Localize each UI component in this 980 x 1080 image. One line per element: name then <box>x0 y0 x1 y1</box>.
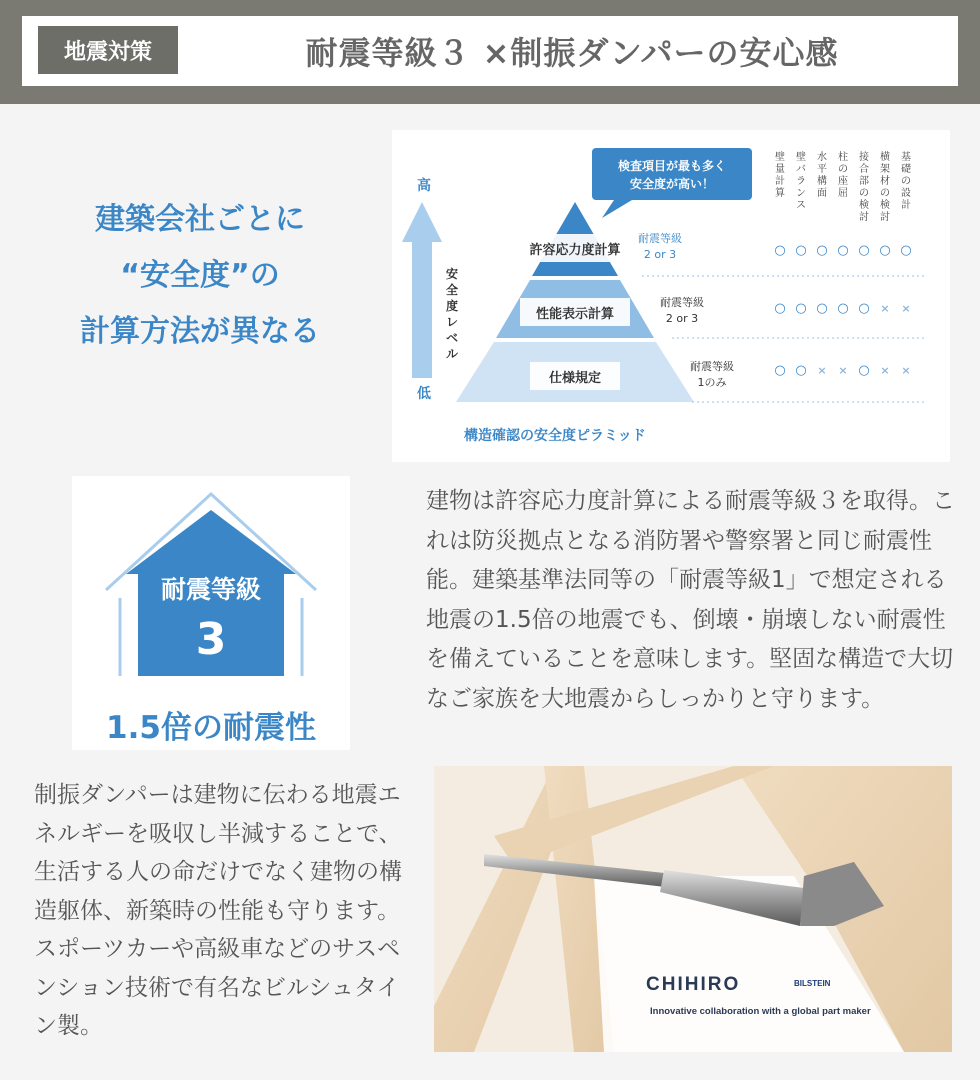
axis-label-char: レ <box>445 315 459 329</box>
column-header-char: 面 <box>817 188 827 199</box>
check-mark: ○ <box>858 243 870 258</box>
house-grade-label: 耐震等級 <box>160 575 261 604</box>
check-mark: ○ <box>795 301 807 316</box>
check-mark: × <box>817 364 827 377</box>
bubble-box <box>592 148 752 200</box>
column-header-char: 検 <box>880 200 890 211</box>
level-grade-value: 1のみ <box>697 376 727 389</box>
column-header-char: 屈 <box>838 188 848 199</box>
check-mark: ○ <box>900 243 912 258</box>
column-header-char: 座 <box>838 176 848 187</box>
column-header-char: 水 <box>817 152 827 163</box>
column-header-char: 架 <box>880 164 890 175</box>
column-header-char: 算 <box>775 188 785 199</box>
seismic-grade-badge <box>72 476 350 750</box>
label-low: 低 <box>417 386 431 402</box>
bilstein-logo: BILSTEIN <box>794 979 831 988</box>
column-header-char: 平 <box>817 164 827 175</box>
bubble-tail <box>602 200 632 218</box>
column-header-char: バ <box>796 164 806 175</box>
column-header-char: 計 <box>775 176 785 187</box>
column-header-char: 討 <box>859 212 869 223</box>
axis-label-char: 度 <box>445 299 459 313</box>
check-mark: ○ <box>795 363 807 378</box>
safety-pyramid-diagram <box>392 130 950 462</box>
paragraph-damper: 制振ダンパーは建物に伝わる地震エネルギーを吸収し半減することで、生活する人の命だけでなく建物の構造躯体、新築時の性能も守ります。スポーツカーや高級車などのサスペンション技術で有名なビルシュタイン製。 <box>34 782 402 1039</box>
lead-heading <box>30 192 370 360</box>
lead-line-2: “安全度”の <box>120 258 280 293</box>
axis-label-char: 全 <box>445 283 459 297</box>
check-mark: ○ <box>774 363 786 378</box>
lead-line-3: 計算方法が異なる <box>80 314 320 349</box>
check-mark: × <box>880 302 890 315</box>
column-header-char: 基 <box>901 152 911 163</box>
pyramid-caption: 構造確認の安全度ピラミッド <box>464 428 646 444</box>
column-header-char: 材 <box>880 176 890 187</box>
column-header-char: 合 <box>859 164 869 175</box>
column-header-char: 柱 <box>838 152 848 163</box>
check-mark: ○ <box>879 243 891 258</box>
paragraph-seismic-grade: 建物は許容応力度計算による耐震等級３を取得。これは防災拠点となる消防署や警察署と同じ耐震性能。建築基準法同等の「耐震等級1」で想定される地震の1.5倍の地震でも、倒壊・崩壊しない耐震性を備えていることを意味します。堅固な構造で大切なご家族を大地震からしっかりと守ります。 <box>426 488 955 712</box>
level-name: 許容応力度計算 <box>529 243 621 258</box>
column-header-char: の <box>859 188 869 199</box>
label-high: 高 <box>417 178 431 194</box>
column-header-char: 部 <box>859 176 869 187</box>
column-header-char: 礎 <box>901 164 911 175</box>
check-mark: ○ <box>774 243 786 258</box>
section-tag: 地震対策 <box>38 26 178 74</box>
level-grade-label: 耐震等級 <box>638 232 682 245</box>
damper-photo <box>434 766 952 1052</box>
check-mark: ○ <box>858 301 870 316</box>
check-mark: × <box>901 364 911 377</box>
level-grade-label: 耐震等級 <box>660 296 704 309</box>
check-mark: ○ <box>837 243 849 258</box>
check-mark: ○ <box>837 301 849 316</box>
column-header-char: 設 <box>901 188 911 199</box>
column-header-char: 検 <box>859 200 869 211</box>
column-header-char: 接 <box>859 152 869 163</box>
column-header-char: ラ <box>796 176 806 187</box>
check-mark: ○ <box>816 243 828 258</box>
check-mark: × <box>838 364 848 377</box>
level-name: 性能表示計算 <box>535 307 615 322</box>
column-header-char: 壁 <box>796 152 806 163</box>
house-caption: 1.5倍の耐震性 <box>106 710 316 746</box>
column-header-char: 計 <box>901 200 911 211</box>
bubble-line-2: 安全度が高い！ <box>629 177 715 191</box>
check-mark: ○ <box>774 301 786 316</box>
page-title: 耐震等級３ ×制振ダンパーの安心感 <box>305 34 839 72</box>
house-grade-number: 3 <box>195 614 227 665</box>
check-mark: ○ <box>816 301 828 316</box>
column-header-char: 討 <box>880 212 890 223</box>
level-name: 仕様規定 <box>548 371 602 386</box>
column-header-char: 横 <box>880 152 890 163</box>
column-header-char: 構 <box>817 176 827 187</box>
column-header-char: 壁 <box>775 152 785 163</box>
axis-label <box>446 266 459 361</box>
bubble-line-1: 検査項目が最も多く <box>617 159 727 173</box>
column-header-char: の <box>838 164 848 175</box>
column-header-char: の <box>880 188 890 199</box>
level-grade-label: 耐震等級 <box>690 360 734 373</box>
pyramid-svg <box>392 130 950 462</box>
header-bar <box>0 0 980 104</box>
column-header-char: ン <box>796 188 806 199</box>
column-header-char: の <box>901 176 911 187</box>
check-mark: ○ <box>795 243 807 258</box>
check-mark: × <box>901 302 911 315</box>
check-mark: ○ <box>858 363 870 378</box>
level-grade-value: 2 or 3 <box>643 248 677 261</box>
axis-label-char: ベ <box>445 331 459 345</box>
lead-line-1: 建築会社ごとに <box>95 202 305 237</box>
axis-label-char: 安 <box>445 267 459 281</box>
logo-tagline: Innovative collaboration with a global part maker <box>650 1006 871 1017</box>
chihiro-logo: CHIHIRO <box>646 974 741 995</box>
header-panel <box>22 16 958 86</box>
level-grade-value: 2 or 3 <box>665 312 699 325</box>
level-arrow <box>402 202 442 378</box>
axis-label-char: ル <box>445 347 459 361</box>
check-mark: × <box>880 364 890 377</box>
column-header-char: 量 <box>775 164 785 175</box>
column-header-char: ス <box>796 200 806 211</box>
